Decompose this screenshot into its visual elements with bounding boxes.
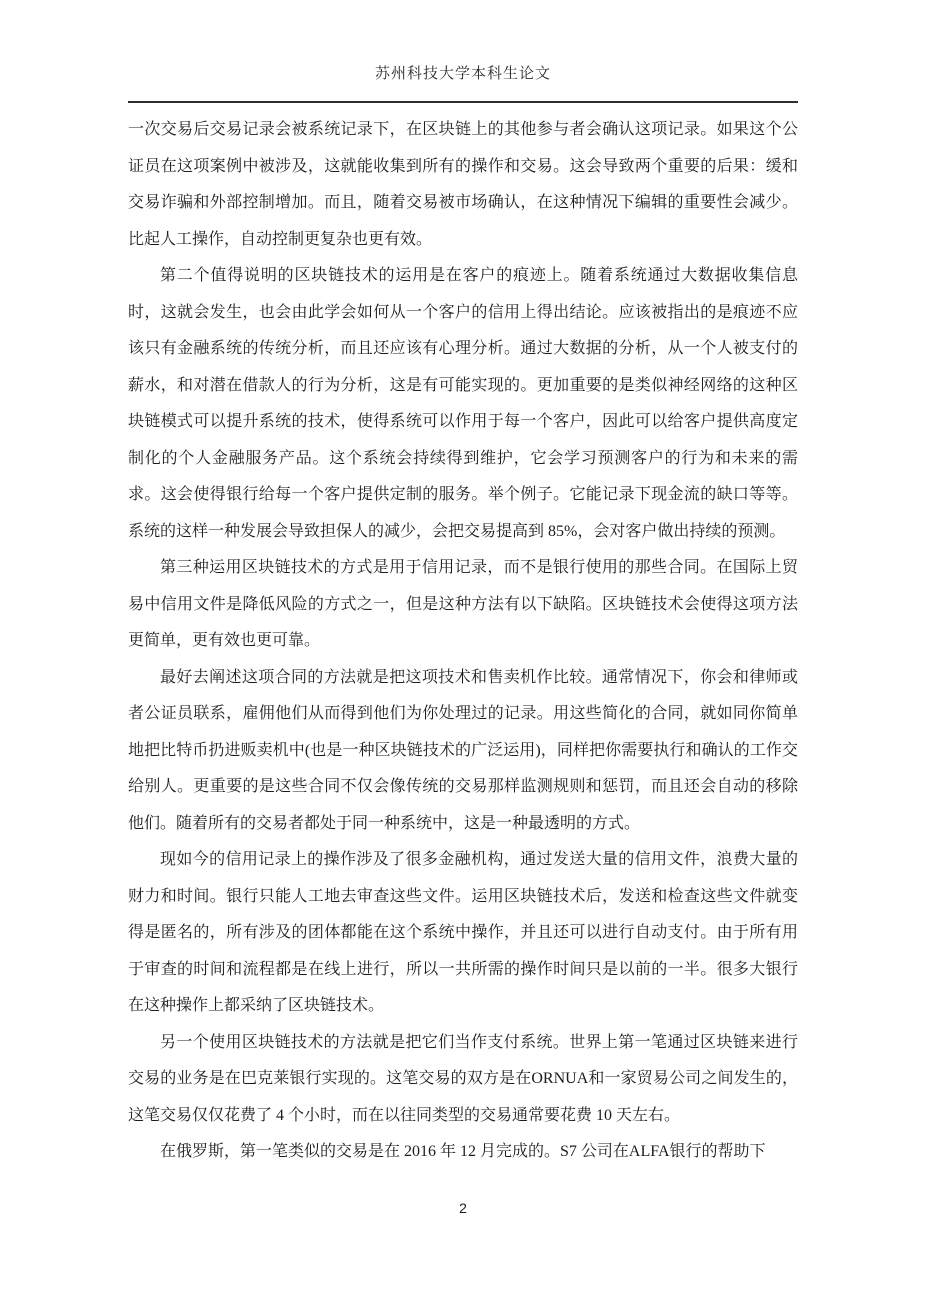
paragraph-4: 最好去阐述这项合同的方法就是把这项技术和售卖机作比较。通常情况下，你会和律师或者公证员联系，雇佣他们从而得到他们为你处理过的记录。用这些简化的合同，就如同你简单地把比特币扔进贩卖机中(也是一种区块链技术的广泛运用)，同样把你需要执行和确认的工作交给别人。更重要的是这些合同不仅会像传统的交易那样监测规则和惩罚，而且还会自动的移除他们。随着所有的交易者都处于同一种系统中，这是一种最透明的方式。 (128, 668, 798, 832)
paragraph-3: 第三种运用区块链技术的方式是用于信用记录，而不是银行使用的那些合同。在国际上贸易中信用文件是降低风险的方式之一，但是这种方法有以下缺陷。区块链技术会使得这项方法更简单，更有效也更可靠。 (128, 559, 798, 649)
header-divider-rule (128, 101, 798, 103)
page-number: 2 (459, 1200, 467, 1216)
running-header-title: 苏州科技大学本科生论文 (374, 66, 551, 82)
document-body (128, 112, 798, 1171)
paragraph-1: 一次交易后交易记录会被系统记录下，在区块链上的其他参与者会确认这项记录。如果这个公证员在这项案例中被涉及，这就能收集到所有的操作和交易。这会导致两个重要的后果：缓和交易诈骗和外部控制增加。而且，随着交易被市场确认，在这种情况下编辑的重要性会减少。比起人工操作，自动控制更复杂也更有效。 (128, 121, 798, 248)
paragraph-7: 在俄罗斯，第一笔类似的交易是在 2016 年 12 月完成的。S7 公司在ALFA银行的帮助下 (160, 1143, 766, 1160)
paragraph-2: 第二个值得说明的区块链技术的运用是在客户的痕迹上。随着系统通过大数据收集信息时，这就会发生，也会由此学会如何从一个客户的信用上得出结论。应该被指出的是痕迹不应该只有金融系统的传统分析，而且还应该有心理分析。通过大数据的分析，从一个人被支付的薪水，和对潜在借款人的行为分析，这是有可能实现的。更加重要的是类似神经网络的这种区块链模式可以提升系统的技术，使得系统可以作用于每一个客户，因此可以给客户提供高度定制化的个人金融服务产品。这个系统会持续得到维护，它会学习预测客户的行为和未来的需求。这会使得银行给每一个客户提供定制的服务。举个例子。它能记录下现金流的缺口等等。系统的这样一种发展会导致担保人的减少，会把交易提高到 85%，会对客户做出持续的预测。 (128, 267, 798, 540)
paragraph-5: 现如今的信用记录上的操作涉及了很多金融机构，通过发送大量的信用文件，浪费大量的财力和时间。银行只能人工地去审查这些文件。运用区块链技术后，发送和检查这些文件就变得是匿名的，所有涉及的团体都能在这个系统中操作，并且还可以进行自动支付。由于所有用于审查的时间和流程都是在线上进行，所以一共所需的操作时间只是以前的一半。很多大银行在这种操作上都采纳了区块链技术。 (128, 851, 798, 1014)
paragraph-6: 另一个使用区块链技术的方法就是把它们当作支付系统。世界上第一笔通过区块链来进行交易的业务是在巴克莱银行实现的。这笔交易的双方是在ORNUA和一家贸易公司之间发生的，这笔交易仅仅花费了 4 个小时，而在以往同类型的交易通常要花费 10 天左右。 (128, 1033, 798, 1124)
